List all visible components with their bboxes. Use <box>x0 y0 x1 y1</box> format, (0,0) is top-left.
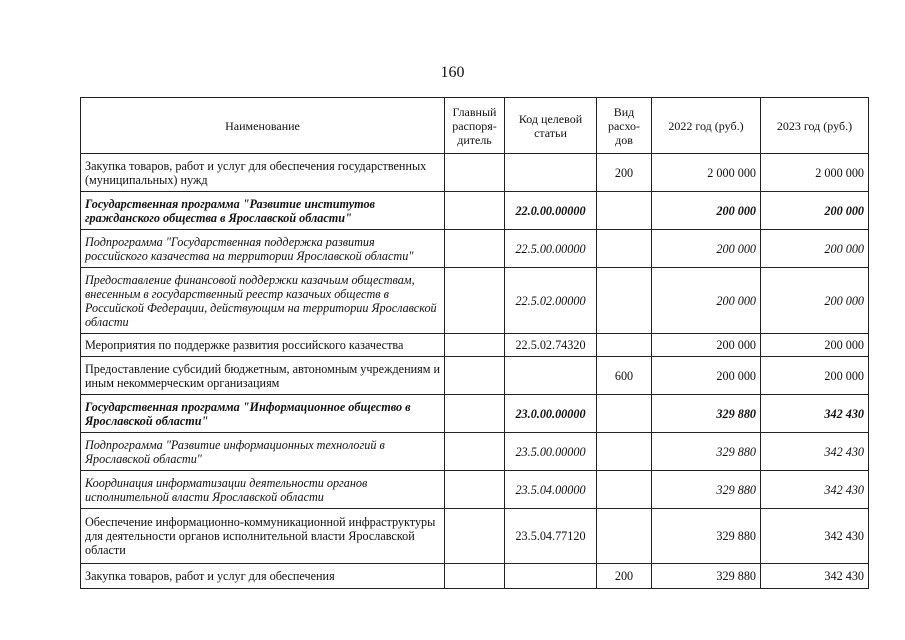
row-code: 22.5.00.00000 <box>505 230 597 268</box>
row-manager <box>445 471 505 509</box>
row-manager <box>445 509 505 564</box>
table-row <box>81 564 869 589</box>
row-manager <box>445 433 505 471</box>
row-code: 22.5.02.00000 <box>505 268 597 334</box>
table-header-row <box>81 98 869 154</box>
table-row <box>81 433 869 471</box>
row-expense <box>597 509 652 564</box>
row-name: Координация информатизации деятельности органов исполнительной власти Ярославской области <box>81 471 445 509</box>
row-manager <box>445 192 505 230</box>
table-row <box>81 509 869 564</box>
row-manager <box>445 395 505 433</box>
row-2023: 200 000 <box>761 357 869 395</box>
row-expense <box>597 471 652 509</box>
row-expense <box>597 230 652 268</box>
row-2022: 329 880 <box>652 509 761 564</box>
header-expense: Вид расхо-дов <box>597 98 652 154</box>
table-row <box>81 192 869 230</box>
row-2022: 200 000 <box>652 357 761 395</box>
row-2023: 342 430 <box>761 395 869 433</box>
row-2022: 329 880 <box>652 395 761 433</box>
row-code <box>505 564 597 589</box>
row-code: 22.5.02.74320 <box>505 334 597 357</box>
row-name: Подпрограмма "Развитие информационных технологий в Ярославской области" <box>81 433 445 471</box>
row-2022: 200 000 <box>652 192 761 230</box>
budget-table <box>80 97 869 589</box>
row-expense: 200 <box>597 154 652 192</box>
row-manager <box>445 268 505 334</box>
row-name: Предоставление субсидий бюджетным, автономным учреждениям и иным некоммерческим организациям <box>81 357 445 395</box>
row-code: 23.5.00.00000 <box>505 433 597 471</box>
row-2022: 200 000 <box>652 334 761 357</box>
row-2022: 200 000 <box>652 230 761 268</box>
table-row <box>81 154 869 192</box>
row-expense <box>597 268 652 334</box>
row-2023: 200 000 <box>761 334 869 357</box>
row-expense <box>597 433 652 471</box>
row-code: 23.5.04.77120 <box>505 509 597 564</box>
table-row <box>81 395 869 433</box>
table-row <box>81 334 869 357</box>
row-name: Подпрограмма "Государственная поддержка развития российского казачества на территории Ярославской области" <box>81 230 445 268</box>
row-code: 22.0.00.00000 <box>505 192 597 230</box>
row-code <box>505 357 597 395</box>
row-2022: 329 880 <box>652 433 761 471</box>
row-manager <box>445 230 505 268</box>
header-2022: 2022 год (руб.) <box>652 98 761 154</box>
row-2023: 342 430 <box>761 509 869 564</box>
row-2023: 200 000 <box>761 268 869 334</box>
row-expense <box>597 192 652 230</box>
table-row <box>81 268 869 334</box>
row-name: Государственная программа "Развитие институтов гражданского общества в Ярославской области" <box>81 192 445 230</box>
row-manager <box>445 564 505 589</box>
row-2023: 200 000 <box>761 192 869 230</box>
row-name: Государственная программа "Информационное общество в Ярославской области" <box>81 395 445 433</box>
row-code <box>505 154 597 192</box>
row-2023: 200 000 <box>761 230 869 268</box>
header-code: Код целевой статьи <box>505 98 597 154</box>
row-2022: 200 000 <box>652 268 761 334</box>
row-expense <box>597 334 652 357</box>
header-name: Наименование <box>81 98 445 154</box>
row-name: Предоставление финансовой поддержки казачьим обществам, внесенным в государственный реестр казачьих обществ в Российской Федерации, действующим на территории Ярославской области <box>81 268 445 334</box>
row-2023: 2 000 000 <box>761 154 869 192</box>
header-manager: Главный распоря-дитель <box>445 98 505 154</box>
row-manager <box>445 334 505 357</box>
row-expense <box>597 395 652 433</box>
row-manager <box>445 357 505 395</box>
row-2022: 329 880 <box>652 471 761 509</box>
row-name: Мероприятия по поддержке развития российского казачества <box>81 334 445 357</box>
row-name: Закупка товаров, работ и услуг для обеспечения <box>81 564 445 589</box>
row-manager <box>445 154 505 192</box>
row-name: Закупка товаров, работ и услуг для обеспечения государственных (муниципальных) нужд <box>81 154 445 192</box>
table-row <box>81 357 869 395</box>
table-row <box>81 230 869 268</box>
table-row <box>81 471 869 509</box>
row-code: 23.5.04.00000 <box>505 471 597 509</box>
row-2023: 342 430 <box>761 471 869 509</box>
row-2023: 342 430 <box>761 433 869 471</box>
header-2023: 2023 год (руб.) <box>761 98 869 154</box>
row-expense: 200 <box>597 564 652 589</box>
row-2023: 342 430 <box>761 564 869 589</box>
row-name: Обеспечение информационно-коммуникационной инфраструктуры для деятельности органов исполнительной власти Ярославской области <box>81 509 445 564</box>
row-2022: 329 880 <box>652 564 761 589</box>
row-code: 23.0.00.00000 <box>505 395 597 433</box>
page-number: 160 <box>440 64 465 81</box>
row-expense: 600 <box>597 357 652 395</box>
row-2022: 2 000 000 <box>652 154 761 192</box>
